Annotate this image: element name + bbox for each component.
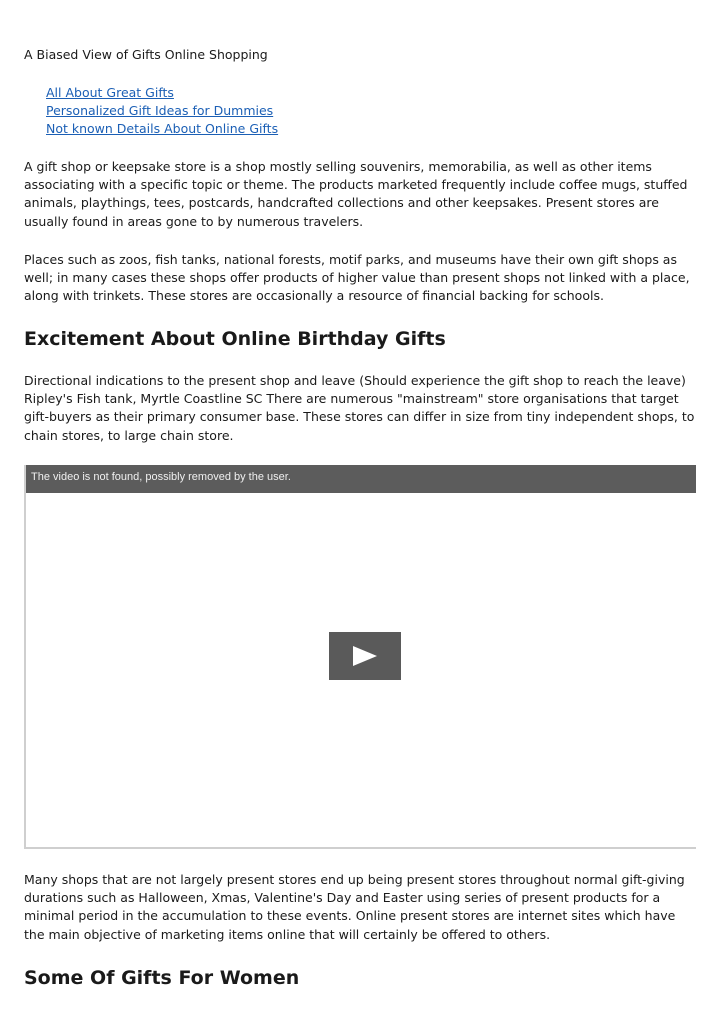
play-icon (352, 645, 378, 667)
intro-paragraph-1: A gift shop or keepsake store is a shop mostly selling souvenirs, memorabilia, as well as other items associating with a specific topic or theme. The products marketed frequently include coffee mugs, stuffed animals, playthings, tees, postcards, handcrafted collections and other keepsakes. Present stores are usually found in areas gone to by numerous travelers. (24, 159, 688, 229)
section-heading-gifts-for-women: Some Of Gifts For Women (24, 967, 300, 989)
play-button[interactable] (329, 632, 401, 680)
video-error-message: The video is not found, possibly removed by the user. (31, 471, 291, 483)
intro-paragraph-2: Places such as zoos, fish tanks, national forests, motif parks, and museums have their own gift shops as well; in many cases these shops offer products of higher value than present shops not linked with a place, along with trinkets. These stores are occasionally a resource of financial backing for schools. (24, 252, 690, 304)
video-embed[interactable] (24, 465, 696, 849)
video-title-bar (26, 465, 696, 493)
toc-link-great-gifts[interactable]: All About Great Gifts (46, 85, 174, 100)
toc-link-personalized-gift-ideas[interactable]: Personalized Gift Ideas for Dummies (46, 103, 274, 118)
toc-item (46, 120, 278, 138)
toc-link-online-gifts-details[interactable]: Not known Details About Online Gifts (46, 121, 279, 136)
document-title: A Biased View of Gifts Online Shopping (24, 47, 268, 62)
toc-item (46, 102, 278, 120)
section-heading-birthday-gifts: Excitement About Online Birthday Gifts (24, 328, 446, 350)
table-of-contents (46, 84, 278, 138)
section-paragraph-directions: Directional indications to the present shop and leave (Should experience the gift shop to reach the leave) Ripley's Fish tank, Myrtle Coastline SC There are numerous "mainstream" store organisations that target gift-buyers as their primary consumer base. These stores can differ in size from tiny independent shops, to chain stores, to large chain store. (24, 373, 695, 443)
toc-item (46, 84, 278, 102)
section-paragraph-seasonal-shops: Many shops that are not largely present stores end up being present stores throughout normal gift-giving durations such as Halloween, Xmas, Valentine's Day and Easter using series of present products for a minimal period in the accumulation to these events. Online present stores are internet sites which have the main objective of marketing items online that will certainly be offered to others. (24, 872, 685, 942)
